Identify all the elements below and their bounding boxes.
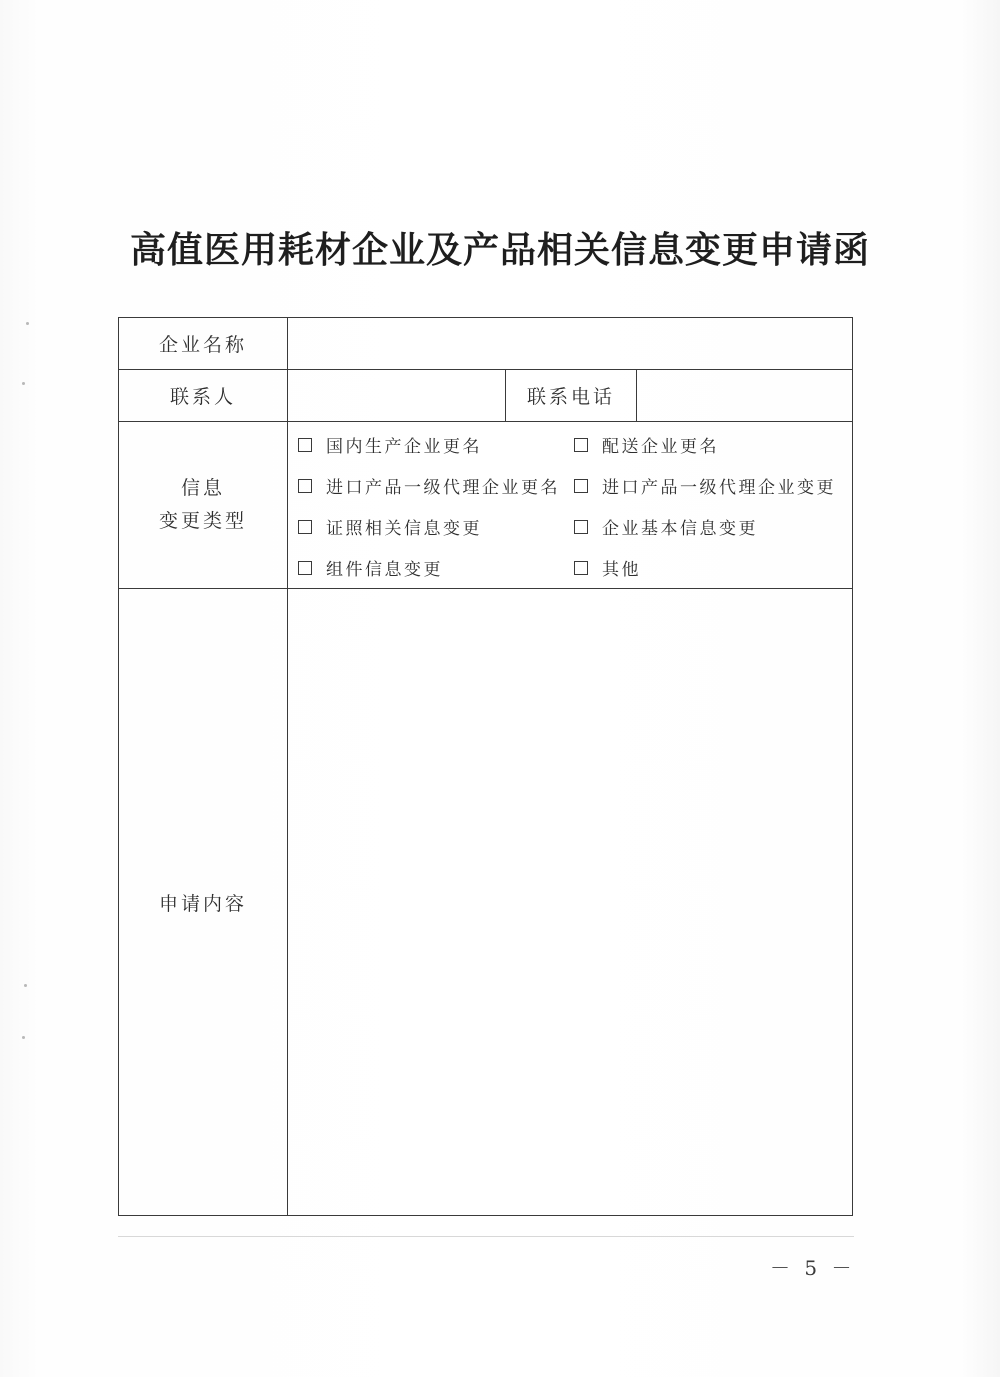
application-content-field[interactable] xyxy=(288,589,853,1216)
checkbox-icon[interactable] xyxy=(574,438,588,452)
option-label: 进口产品一级代理企业更名 xyxy=(326,478,560,498)
page-number: － 5 － xyxy=(770,1256,856,1280)
option-license-info-change[interactable] xyxy=(298,514,574,539)
change-type-options xyxy=(288,422,853,589)
application-content-row xyxy=(119,589,853,1216)
company-name-label: 企业名称 xyxy=(119,318,288,370)
application-content-label: 申请内容 xyxy=(119,589,288,1216)
change-type-row xyxy=(119,422,853,589)
contact-row xyxy=(119,370,853,422)
change-type-grid xyxy=(288,422,852,588)
scan-speck xyxy=(22,1036,25,1039)
contact-label: 联系人 xyxy=(119,370,288,422)
scan-speck xyxy=(26,322,29,325)
option-label: 组件信息变更 xyxy=(326,560,443,580)
contact-field[interactable] xyxy=(288,370,506,422)
change-type-label-line1: 信息 xyxy=(180,477,225,499)
checkbox-icon[interactable] xyxy=(298,520,312,534)
scan-speck xyxy=(22,382,25,385)
option-distributor-rename[interactable] xyxy=(574,432,852,457)
option-label: 配送企业更名 xyxy=(602,437,719,457)
option-component-info-change[interactable] xyxy=(298,555,574,580)
option-import-agent-change[interactable] xyxy=(574,473,852,498)
checkbox-icon[interactable] xyxy=(298,479,312,493)
company-name-row xyxy=(119,318,853,370)
application-form-table xyxy=(118,317,853,1216)
option-label: 证照相关信息变更 xyxy=(326,519,482,539)
option-label: 企业基本信息变更 xyxy=(602,519,758,539)
option-label: 国内生产企业更名 xyxy=(326,437,482,457)
footer-divider xyxy=(118,1236,854,1237)
change-type-label xyxy=(119,422,288,589)
phone-field[interactable] xyxy=(637,370,853,422)
option-domestic-manufacturer-rename[interactable] xyxy=(298,432,574,457)
checkbox-icon[interactable] xyxy=(298,438,312,452)
checkbox-icon[interactable] xyxy=(298,561,312,575)
change-type-label-line2: 变更类型 xyxy=(158,510,247,532)
option-import-agent-rename[interactable] xyxy=(298,473,574,498)
option-label: 其他 xyxy=(602,560,641,580)
checkbox-icon[interactable] xyxy=(574,561,588,575)
option-company-basic-info-change[interactable] xyxy=(574,514,852,539)
checkbox-icon[interactable] xyxy=(574,520,588,534)
document-title: 高值医用耗材企业及产品相关信息变更申请函 xyxy=(129,229,870,271)
checkbox-icon[interactable] xyxy=(574,479,588,493)
option-other[interactable] xyxy=(574,555,852,580)
scan-speck xyxy=(24,984,27,987)
phone-label: 联系电话 xyxy=(506,370,637,422)
company-name-field[interactable] xyxy=(288,318,853,370)
option-label: 进口产品一级代理企业变更 xyxy=(602,478,836,498)
